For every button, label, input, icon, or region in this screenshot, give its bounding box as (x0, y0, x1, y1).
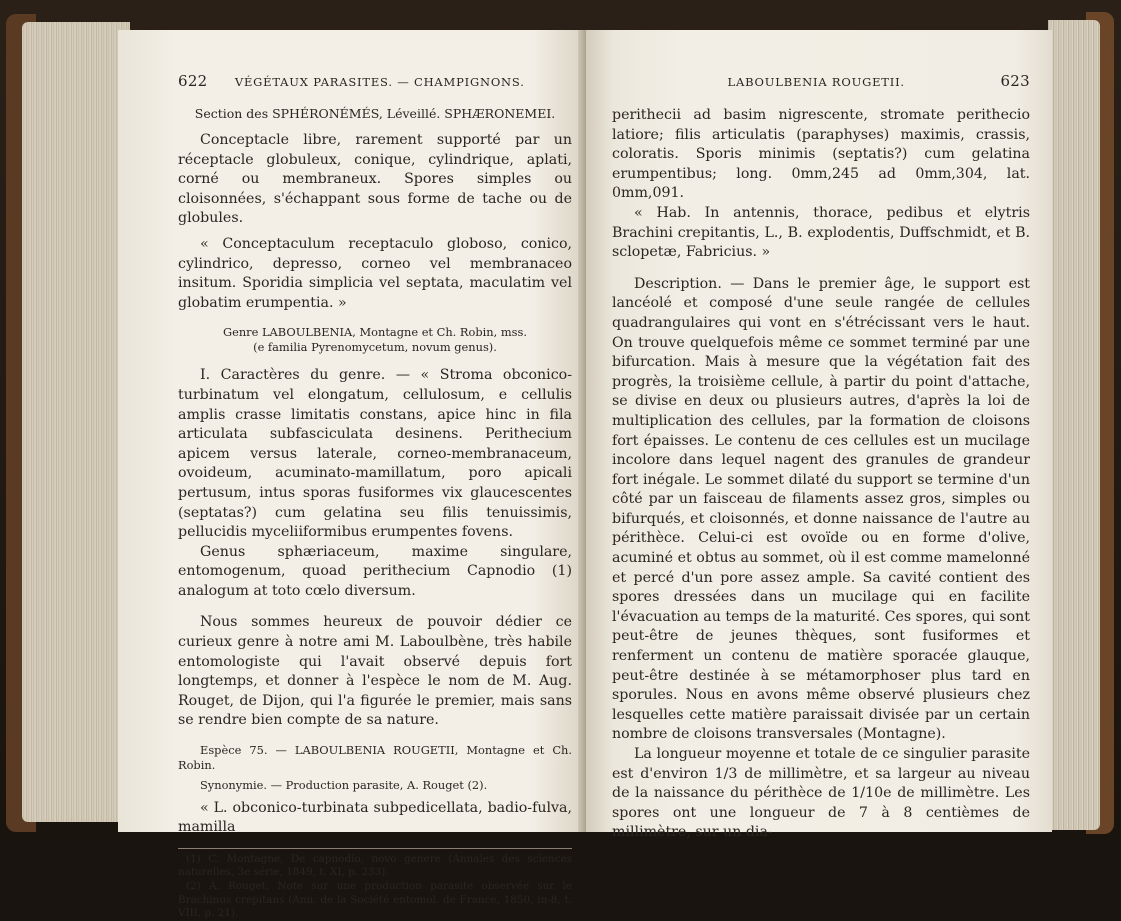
right-page (586, 30, 1052, 841)
footnotes (178, 848, 572, 921)
right-paragraph-3: Description. — Dans le premier âge, le support est lancéolé et composé d'une seule rangée de cellules quadrangulaires qui vont en s'étrécissant vers le haut. On trouve quelquefois même ce sommet terminé par une bifurcation. Mais à mesure que la végétation fait des progrès, la troisième cellule, à partir du point d'attache, se divise en deux ou plusieurs autres, d'après la loi de multiplication des cellules, par la formation de cloisons fort épaisses. Le contenu de ces cellules est un mucilage incolore dans lequel nagent des granules de grandeur fort inégale. Le sommet dilaté du support se termine d'un côté par un faisceau de filaments assez gros, simples ou bifurqués, et cloisonnés, et donne naissance de l'autre au périthèce. Celui-ci est ovoïde ou en forme d'olive, acuminé et obtus au sommet, où il est comme mamelonné et percé d'un pore assez ample. Sa cavité contient des spores dressées dans un mucilage qui en facilite l'évacuation au temps de la maturité. Ces spores, qui sont peut-être de jeunes thèques, sont fusiformes et renferment un contenu de matière sporacée glauque, peut-être destinée à se métamorphoser plus tard en sporules. Nous en avons même observé plusieurs chez lesquelles cette matière paraissait divisée par un certain nombre de cloisons transversales (Montagne). (612, 275, 1030, 743)
left-page (118, 30, 588, 920)
left-paragraph-3: I. Caractères du genre. — « Stroma obconico-turbinatum vel elongatum, cellulosum, e cellulis amplis crasse limitatis constans, apice hinc in fila articulata subfasciculata desinens. Perithecium apicem versus laterale, corneo-membranaceum, ovoideum, acuminato-mamillatum, poro apicali pertusum, intus sporas fusiformes vix glaucescentes (septatas?) cum gelatina seu filis tenuissimis, pellucidis myceliiformibus erumpentes fovens. (178, 367, 572, 541)
genus-heading: Genre LABOULBENIA, Montagne et Ch. Robin, mss. (223, 325, 527, 340)
genus-subheading: (e familia Pyrenomycetum, novum genus). (253, 339, 497, 354)
left-paragraph-2: « Conceptaculum receptaculo globoso, conico, cylindrico, depresso, corneo vel membranaceo insitum. Sporidia simplicia vel septata, maculatim vel globatim erumpentia. » (178, 235, 572, 311)
left-paragraph-6: « L. obconico-turbinata subpedicellata, badio-fulva, mamilla (178, 799, 572, 836)
footnote-1: (1) C. Montagne, De capnodio, novo genere (Annales des sciences naturelles, 3e série, 1849, t. XI, p. 233). (178, 852, 572, 879)
right-paragraph-1: perithecii ad basim nigrescente, stromate perithecio latiore; filis articulatis (paraphyses) maximis, crassis, coloratis. Sporis minimis (septatis?) cum gelatina erumpentibus; long. 0mm,245 ad 0mm,304, lat. 0mm,091. (612, 107, 1030, 202)
section-heading: Section des SPHÉRONÉMÉS, Léveillé. SPHÆRONEMEI. (194, 106, 556, 121)
right-paragraph-2: « Hab. In antennis, thorace, pedibus et elytris Brachini crepitantis, L., B. explodentis, Duffschmidt, et B. sclopetæ, Fabricius. » (612, 204, 1030, 261)
species-heading: Espèce 75. — LABOULBENIA ROUGETII, Montagne et Ch. Robin. (178, 743, 572, 772)
left-running-head (178, 72, 572, 90)
right-page-edges (1048, 20, 1100, 830)
right-page-number: 623 (1000, 72, 1030, 90)
left-page-number: 622 (178, 72, 208, 90)
left-paragraph-4: Genus sphæriaceum, maxime singulare, entomogenum, quoad perithecium Capnodio (1) analogum at toto cœlo diversum. (178, 543, 572, 599)
left-page-edges (22, 22, 130, 822)
right-paragraph-4: La longueur moyenne et totale de ce singulier parasite est d'environ 1/3 de millimètre, et sa largeur au niveau de la naissance du périthèce de 1/10e de millimètre. Les spores ont une longueur de 7 à 8 centièmes de millimètre, sur un dia- (612, 746, 1030, 841)
footnote-2: (2) A. Rouget, Note sur une production parasite observée sur le Brachinus crepitans (Ann. de la Société entomol. de France, 1850, in-8, t. VIII, p. 21). (178, 879, 572, 920)
left-paragraph-5: Nous sommes heureux de pouvoir dédier ce curieux genre à notre ami M. Laboulbène, très habile entomologiste qui l'avait observé depuis fort longtemps, et donner à l'espèce le nom de M. Aug. Rouget, de Dijon, qui l'a figurée le premier, mais sans se rendre bien compte de sa nature. (178, 614, 572, 729)
left-running-title: VÉGÉTAUX PARASITES. — CHAMPIGNONS. (234, 75, 525, 89)
left-paragraph-1: Conceptacle libre, rarement supporté par un réceptacle globuleux, conique, cylindrique, aplati, corné ou membraneux. Spores simples ou cloisonnées, s'échappant sous forme de tache ou de globules. (178, 132, 572, 227)
right-running-title: LABOULBENIA ROUGETII. (727, 75, 905, 89)
synonymy-line: Synonymie. — Production parasite, A. Rouget (2). (200, 778, 488, 793)
right-running-head (612, 72, 1030, 90)
